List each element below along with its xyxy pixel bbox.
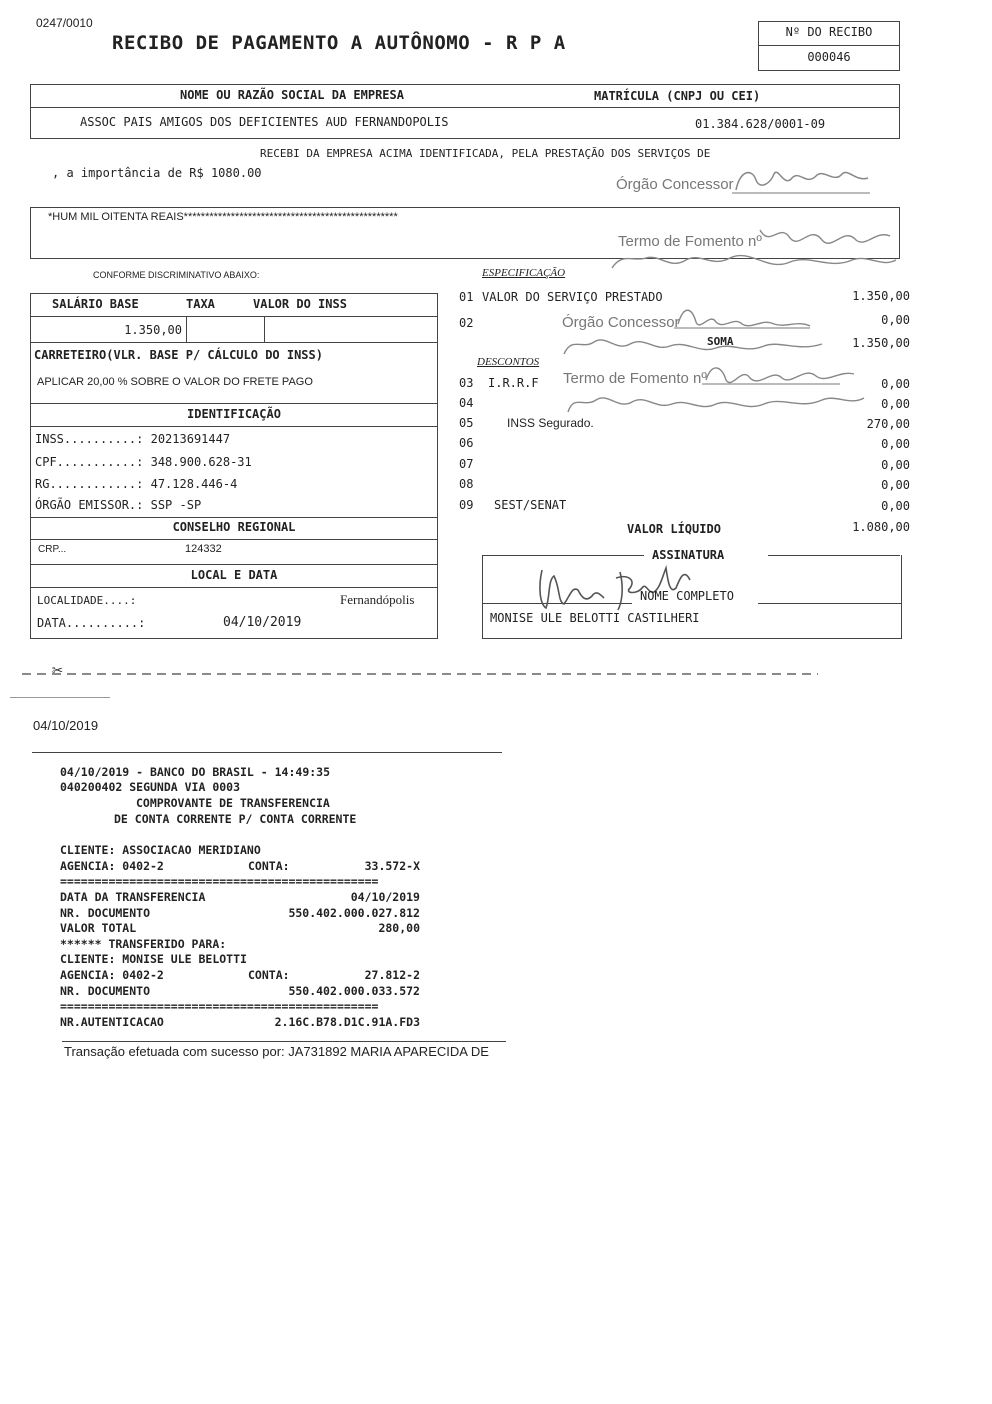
item-04-num: 04 xyxy=(459,396,474,410)
importancia: , a importância de R$ 1080.00 xyxy=(52,166,262,180)
extenso: *HUM MIL OITENTA REAIS************************************************** xyxy=(48,211,398,223)
receipt-cliente-2: CLIENTE: MONISE ULE BELOTTI xyxy=(60,952,247,966)
liquido-value: 1.080,00 xyxy=(852,520,910,534)
localidade-label: LOCALIDADE....: xyxy=(37,594,137,607)
taxa-header: TAXA xyxy=(186,297,215,311)
receipt-date-top: 04/10/2019 xyxy=(33,718,99,733)
handwriting-stamp-1 xyxy=(730,162,880,198)
cut-line xyxy=(20,660,820,684)
carreteiro: CARRETEIRO(VLR. BASE P/ CÁLCULO DO INSS) xyxy=(34,348,323,362)
item-08-num: 08 xyxy=(459,477,474,491)
item-03-desc: I.R.R.F xyxy=(488,376,539,390)
salario-base-header: SALÁRIO BASE xyxy=(52,297,139,311)
receipt-data-transf-label: DATA DA TRANSFERENCIA xyxy=(60,890,206,904)
nome-completo: MONISE ULE BELOTTI CASTILHERI xyxy=(490,611,700,625)
signature xyxy=(520,558,720,616)
item-02-value: 0,00 xyxy=(881,313,910,327)
item-03-value: 0,00 xyxy=(881,377,910,391)
item-01-value: 1.350,00 xyxy=(852,289,910,303)
empresa-cnpj: 01.384.628/0001-09 xyxy=(695,117,826,131)
received-text: RECEBI DA EMPRESA ACIMA IDENTIFICADA, PELA PRESTAÇÃO DOS SERVIÇOS DE xyxy=(260,147,711,160)
receipt-nr-doc: 550.402.000.027.812 xyxy=(288,906,420,920)
soma-label: SOMA xyxy=(707,335,734,348)
orgao-stamp-1: Órgão Concessor xyxy=(616,176,734,193)
valor-inss-header: VALOR DO INSS xyxy=(253,297,347,311)
recibo-label: Nº DO RECIBO xyxy=(785,25,873,39)
cpf-line: CPF...........: 348.900.628-31 xyxy=(35,455,252,469)
crp-label: CRP... xyxy=(38,544,67,555)
item-01-desc: VALOR DO SERVIÇO PRESTADO xyxy=(482,290,663,304)
item-03-num: 03 xyxy=(459,376,474,390)
receipt-valor-total: 280,00 xyxy=(378,921,420,935)
handwriting-stamp-2 xyxy=(560,298,830,360)
receipt-line-2: 040200402 SEGUNDA VIA 0003 xyxy=(60,780,241,794)
receipt-footer: Transação efetuada com sucesso por: JA731892 MARIA APARECIDA DE xyxy=(64,1044,489,1059)
item-06-value: 0,00 xyxy=(881,437,910,451)
receipt-data-transf: 04/10/2019 xyxy=(350,890,420,904)
orgao-emissor-line: ÓRGÃO EMISSOR.: SSP -SP xyxy=(35,498,202,512)
conselho-header: CONSELHO REGIONAL xyxy=(172,520,296,534)
item-07-value: 0,00 xyxy=(881,458,910,472)
item-02-num: 02 xyxy=(459,316,474,330)
item-08-value: 0,00 xyxy=(881,478,910,492)
receipt-line-4: DE CONTA CORRENTE P/ CONTA CORRENTE xyxy=(114,812,357,826)
soma-value: 1.350,00 xyxy=(852,336,910,350)
receipt-autent: 2.16C.B78.D1C.91A.FD3 xyxy=(274,1015,420,1029)
local-data-header: LOCAL E DATA xyxy=(190,568,278,582)
localidade-value: Fernandópolis xyxy=(340,592,415,607)
nome-completo-label: NOME COMPLETO xyxy=(640,589,734,603)
receipt-line-1: 04/10/2019 - BANCO DO BRASIL - 14:49:35 xyxy=(60,765,331,779)
item-06-num: 06 xyxy=(459,436,474,450)
item-05-desc: INSS Segurado. xyxy=(507,416,594,430)
matricula-header: MATRÍCULA (CNPJ OU CEI) xyxy=(594,89,761,103)
receipt-agencia-2: AGENCIA: 0402-2 xyxy=(60,968,164,982)
receipt-separator-1: ============================================== xyxy=(60,874,379,888)
aplicar-text: APLICAR 20,00 % SOBRE O VALOR DO FRETE PAGO xyxy=(37,376,313,388)
item-09-value: 0,00 xyxy=(881,499,910,513)
receipt-valor-total-label: VALOR TOTAL xyxy=(60,921,137,935)
descontos-label: DESCONTOS xyxy=(477,356,540,368)
termo-stamp-2: Termo de Fomento nº xyxy=(563,370,707,387)
inss-line: INSS..........: 20213691447 xyxy=(35,432,231,446)
receipt-conta-2-label: CONTA: xyxy=(248,968,290,982)
item-07-num: 07 xyxy=(459,457,474,471)
liquido-label: VALOR LÍQUIDO xyxy=(627,522,721,536)
receipt-cliente-1: CLIENTE: ASSOCIACAO MERIDIANO xyxy=(60,843,261,857)
receipt-transferido: ****** TRANSFERIDO PARA: xyxy=(60,937,227,951)
receipt-line-3: COMPROVANTE DE TRANSFERENCIA xyxy=(136,796,330,810)
especificacao-label: ESPECIFICAÇÃO xyxy=(482,267,566,279)
receipt-conta-1: 33.572-X xyxy=(364,859,420,873)
conforme-text: CONFORME DISCRIMINATIVO ABAIXO: xyxy=(93,270,260,280)
empresa-name-header: NOME OU RAZÃO SOCIAL DA EMPRESA xyxy=(180,88,404,102)
page-title: RECIBO DE PAGAMENTO A AUTÔNOMO - R P A xyxy=(112,32,566,54)
receipt-agencia-1: AGENCIA: 0402-2 xyxy=(60,859,164,873)
receipt-nr-doc-2-label: NR. DOCUMENTO xyxy=(60,984,151,998)
recibo-number: 000046 xyxy=(807,50,851,64)
crp-value: 124332 xyxy=(185,543,222,555)
data-value: 04/10/2019 xyxy=(223,615,302,630)
item-09-desc: SEST/SENAT xyxy=(494,498,567,512)
receipt-conta-2: 27.812-2 xyxy=(364,968,420,982)
top-code: 0247/0010 xyxy=(36,16,93,30)
assinatura-label: ASSINATURA xyxy=(652,548,725,562)
item-05-num: 05 xyxy=(459,416,474,430)
receipt-nr-doc-2: 550.402.000.033.572 xyxy=(288,984,420,998)
empresa-name: ASSOC PAIS AMIGOS DOS DEFICIENTES AUD FERNANDOPOLIS xyxy=(80,115,449,129)
receipt-conta-1-label: CONTA: xyxy=(248,859,290,873)
item-04-value: 0,00 xyxy=(881,397,910,411)
orgao-stamp-2: Órgão Concessor xyxy=(562,314,680,331)
identificacao-header: IDENTIFICAÇÃO xyxy=(187,407,281,421)
scissors-icon: ✂ xyxy=(52,660,63,681)
receipt-autent-label: NR.AUTENTICACAO xyxy=(60,1015,164,1029)
item-05-value: 270,00 xyxy=(866,417,910,431)
receipt-nr-doc-label: NR. DOCUMENTO xyxy=(60,906,151,920)
termo-stamp-1: Termo de Fomento nº xyxy=(618,233,762,250)
receipt-separator-2: ============================================== xyxy=(60,999,379,1013)
salario-base-value: 1.350,00 xyxy=(124,323,182,337)
handwriting-termo-1 xyxy=(600,218,900,278)
item-09-num: 09 xyxy=(459,498,474,512)
rg-line: RG............: 47.128.446-4 xyxy=(35,477,238,491)
item-01-num: 01 xyxy=(459,290,474,304)
data-label: DATA..........: xyxy=(37,616,146,630)
